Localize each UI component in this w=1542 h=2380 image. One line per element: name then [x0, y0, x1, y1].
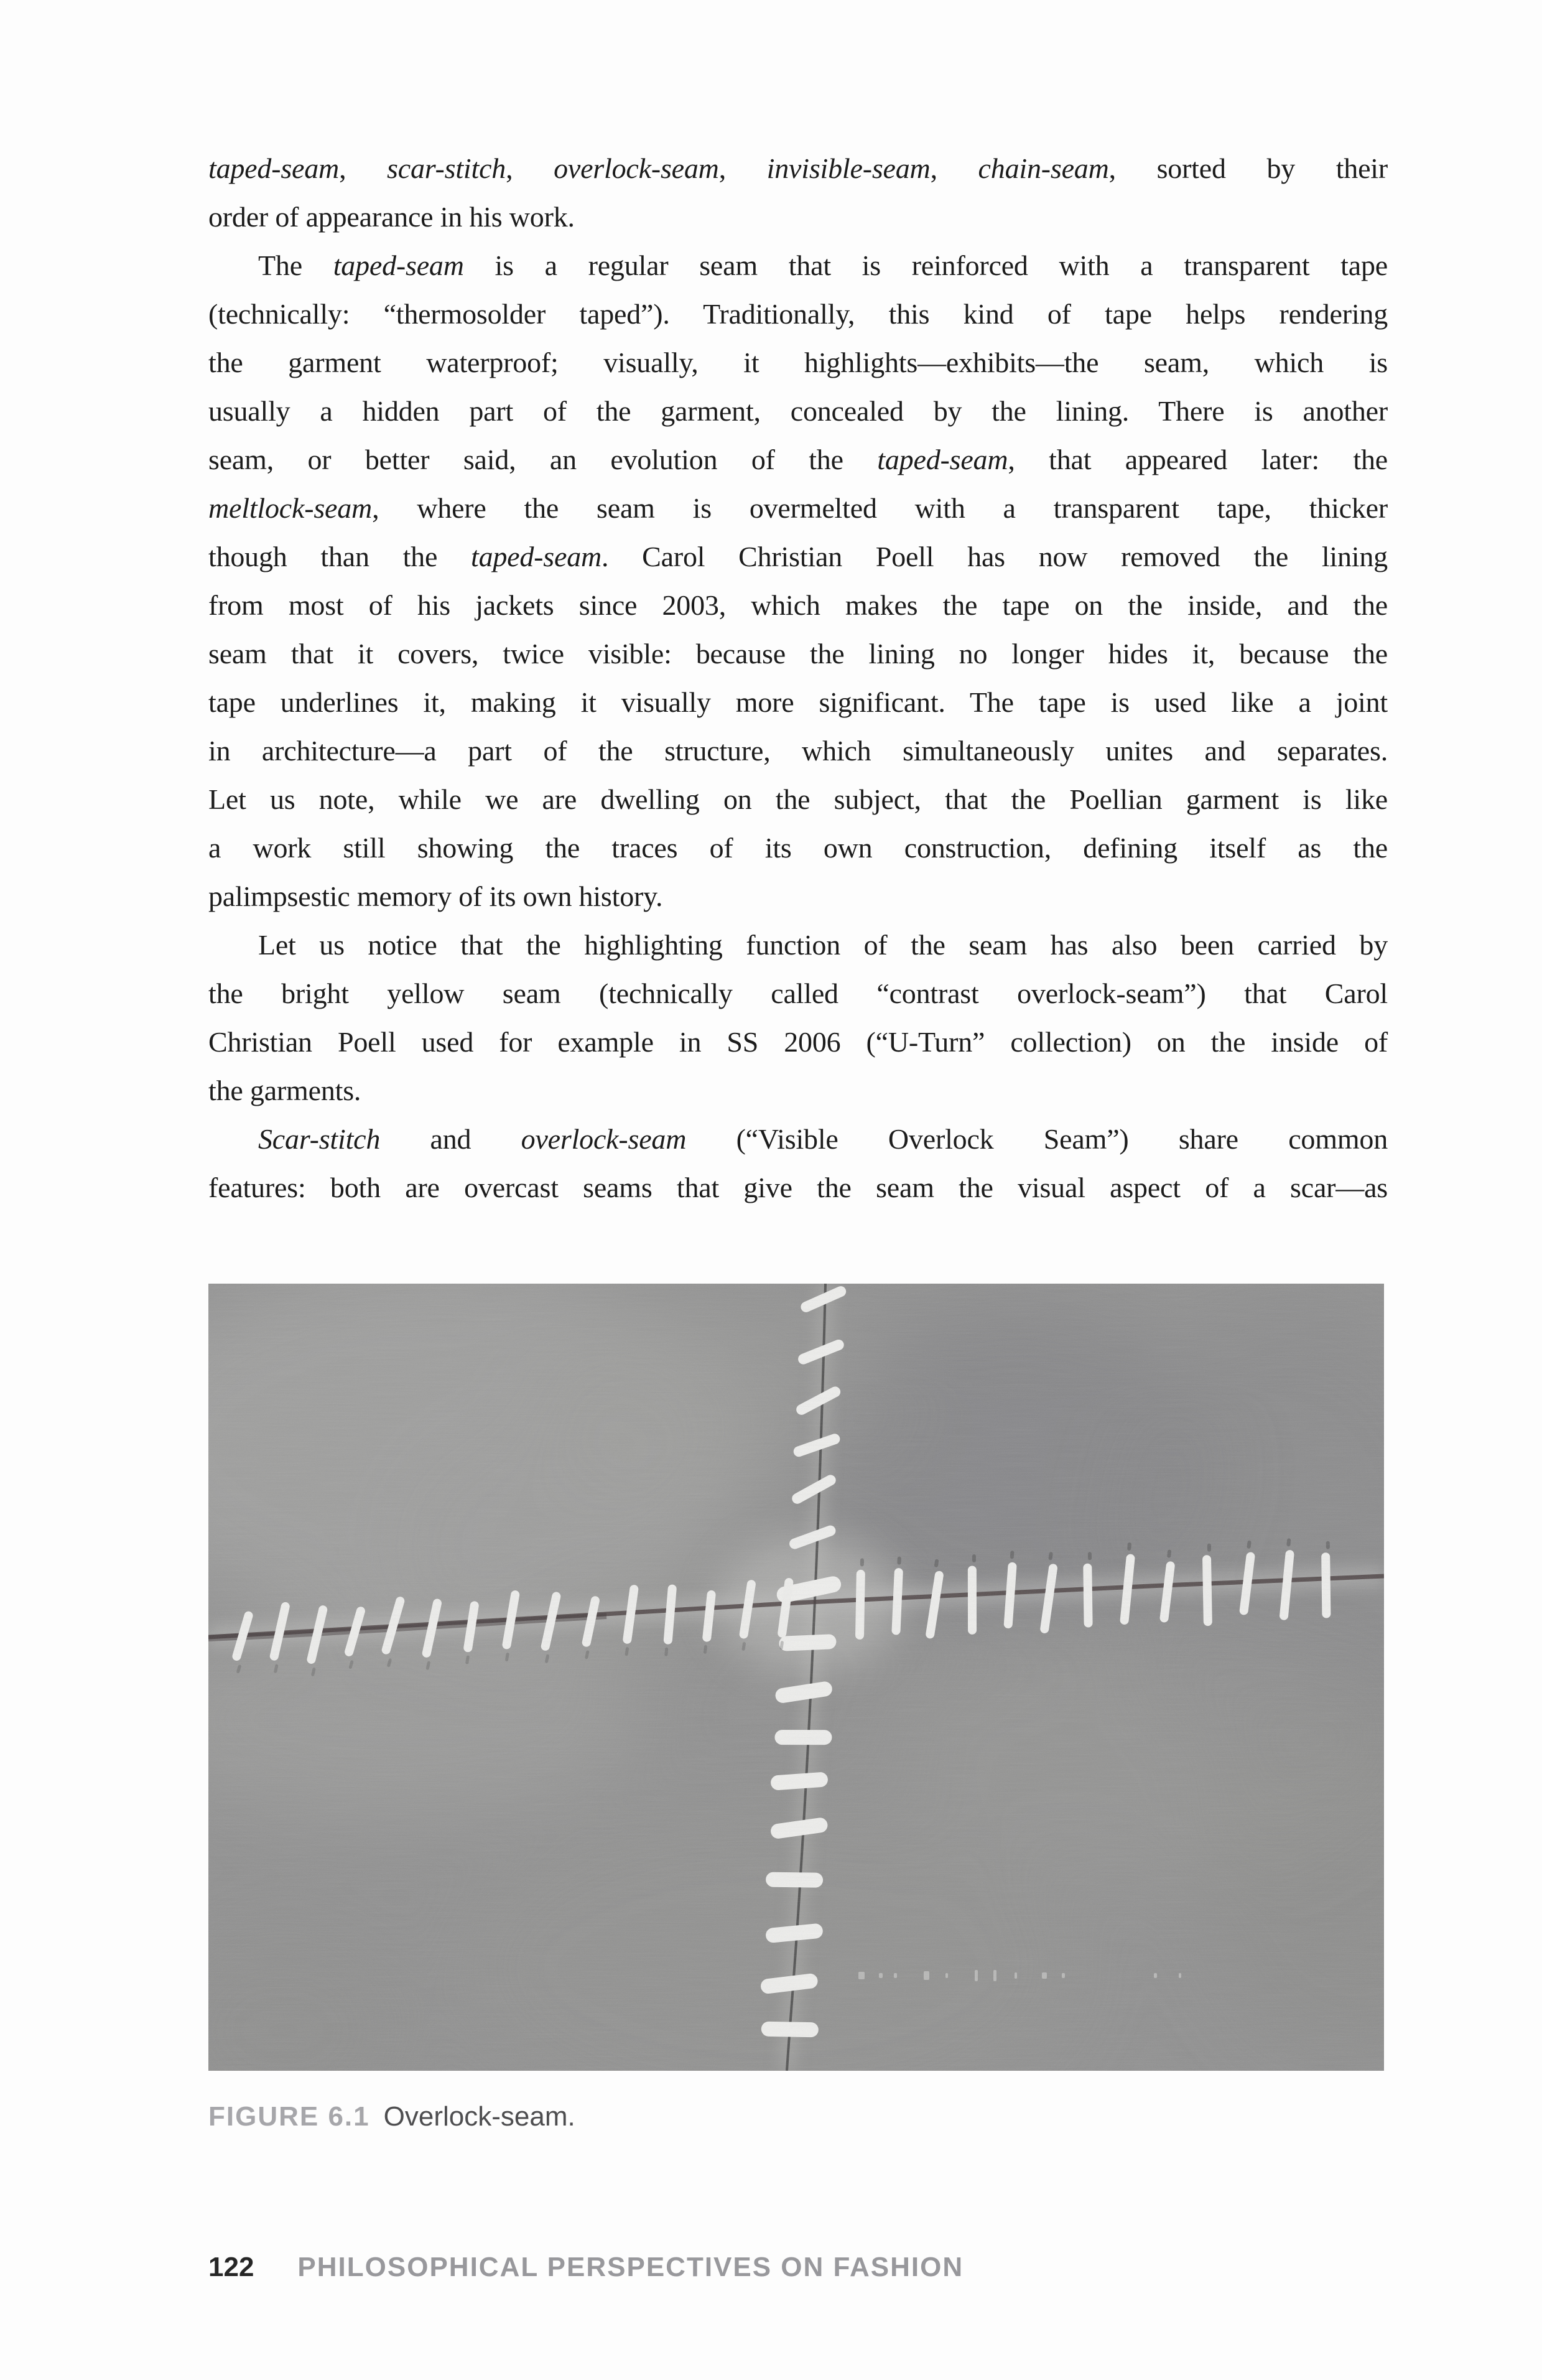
figure-caption	[208, 2102, 1384, 2132]
text-line: usually a hidden part of the garment, concealed by the lining. There is another	[208, 395, 1388, 427]
text-line: The taped-seam is a regular seam that is reinforced with a transparent tape	[258, 250, 1388, 281]
text-line: the garment waterproof; visually, it highlights—exhibits—the seam, which is	[208, 347, 1388, 378]
text-line: tape underlines it, making it visually more significant. The tape is used like a joint	[208, 686, 1388, 718]
text-line: order of appearance in his work.	[208, 201, 575, 233]
text-line: the bright yellow seam (technically called “contrast overlock-seam”) that Carol	[208, 978, 1388, 1009]
text-line: a work still showing the traces of its own construction, defining itself as the	[208, 832, 1388, 864]
text-line: in architecture—a part of the structure, which simultaneously unites and separates.	[208, 735, 1388, 767]
figure-label: FIGURE 6.1	[208, 2101, 370, 2132]
text-line: seam that it covers, twice visible: because the lining no longer hides it, because the	[208, 638, 1388, 670]
text-line: (technically: “thermosolder taped”). Traditionally, this kind of tape helps rendering	[208, 298, 1388, 330]
text-line: seam, or better said, an evolution of the taped-seam, that appeared later: the	[208, 444, 1388, 475]
page-footer	[208, 2252, 1388, 2282]
text-line: Let us notice that the highlighting function of the seam has also been carried by	[258, 929, 1388, 961]
text-line: Scar-stitch and overlock-seam (“Visible Overlock Seam”) share common	[258, 1123, 1388, 1155]
text-line: though than the taped-seam. Carol Christian Poell has now removed the lining	[208, 541, 1388, 572]
overlock-seam-photo	[208, 1284, 1384, 2071]
overlock-seam-photo-art	[208, 1284, 1384, 2071]
body-text	[208, 144, 1388, 1212]
figure-caption-text: Overlock-seam.	[383, 2101, 575, 2132]
running-title: PHILOSOPHICAL PERSPECTIVES ON FASHION	[297, 2252, 964, 2282]
text-line: the garments.	[208, 1075, 361, 1106]
text-line: Let us note, while we are dwelling on the subject, that the Poellian garment is like	[208, 783, 1388, 815]
figure-6-1	[208, 1284, 1384, 2132]
page-number: 122	[208, 2252, 254, 2282]
text-line: Christian Poell used for example in SS 2006 (“U-Turn” collection) on the inside of	[208, 1026, 1388, 1058]
text-line: meltlock-seam, where the seam is overmelted with a transparent tape, thicker	[208, 492, 1388, 524]
text-line: from most of his jackets since 2003, which makes the tape on the inside, and the	[208, 589, 1388, 621]
text-line: palimpsestic memory of its own history.	[208, 880, 663, 912]
text-line: features: both are overcast seams that give the seam the visual aspect of a scar—as	[208, 1172, 1388, 1203]
text-line: taped-seam, scar-stitch, overlock-seam, invisible-seam, chain-seam, sorted by their	[208, 152, 1388, 184]
